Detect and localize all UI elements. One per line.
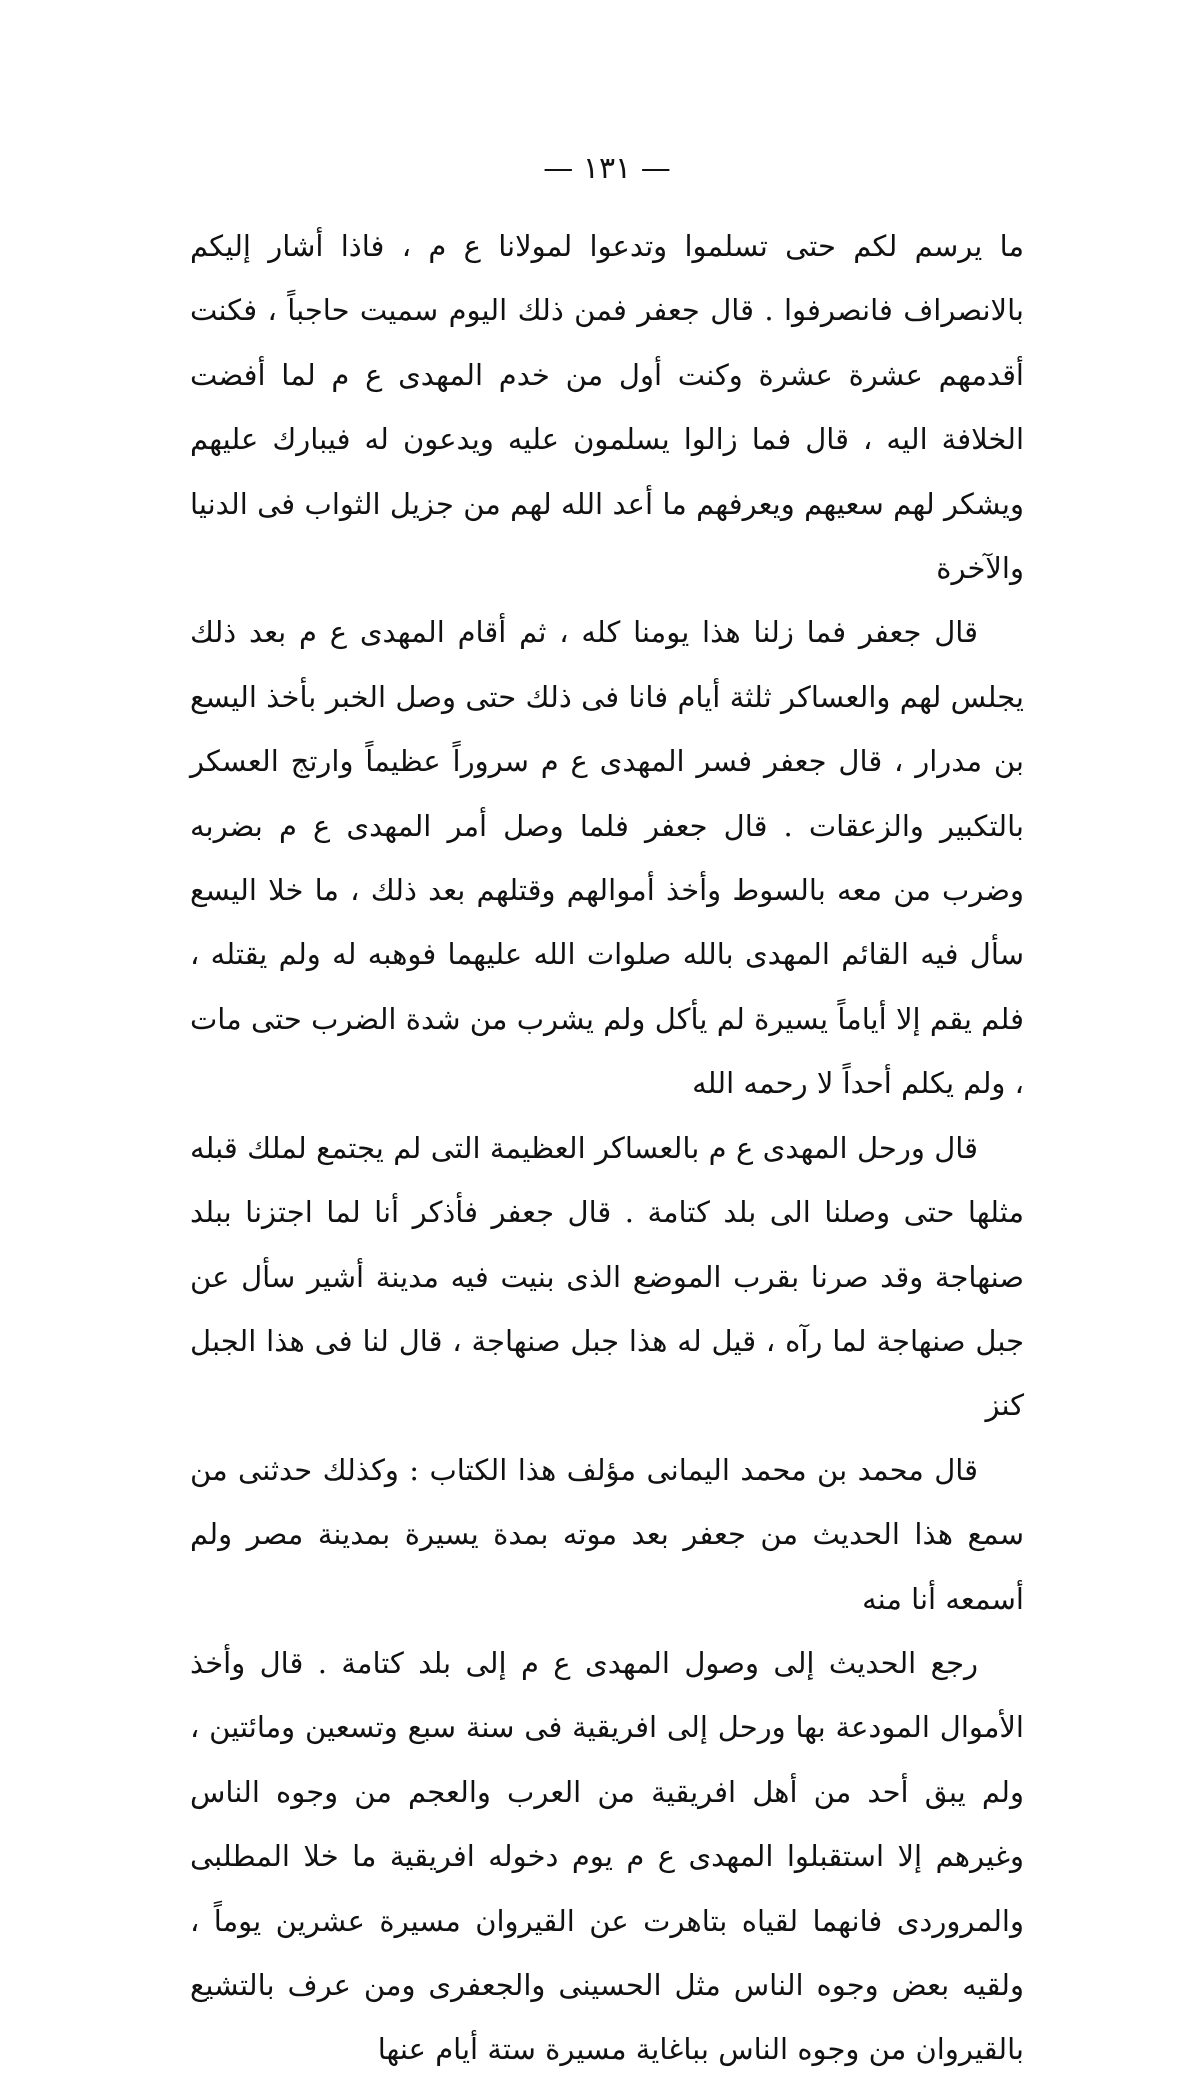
body-text: [190, 214, 1024, 2082]
paragraph: ما يرسم لكم حتى تسلموا وتدعوا لمولانا ع م ، فاذا أشار إليكم بالانصراف فانصرفوا . قال جعفر فمن ذلك اليوم سميت حاجباً ، فكنت أقدمهم عشرة عشرة وكنت أول من خدم المهدى ع م لما أفضت الخلافة اليه ، قال فما زالوا يسلمون عليه ويدعون له فيبارك عليهم ويشكر لهم سعيهم ويعرفهم ما أعد الله لهم من جزيل الثواب فى الدنيا والآخرة: [190, 229, 1024, 586]
paragraph: قال ورحل المهدى ع م بالعساكر العظيمة التى لم يجتمع لملك قبله مثلها حتى وصلنا الى بلد كتامة . قال جعفر فأذكر أنا لما اجتزنا ببلد صنهاجة وقد صرنا بقرب الموضع الذى بنيت فيه مدينة أشير سأل عن جبل صنهاجة لما رآه ، قيل له هذا جبل صنهاجة ، قال لنا فى هذا الجبل كنز: [190, 1130, 1024, 1423]
paragraph: قال جعفر فما زلنا هذا يومنا كله ، ثم أقام المهدى ع م بعد ذلك يجلس لهم والعساكر ثلثة أيام فانا فى ذلك حتى وصل الخبر بأخذ اليسع بن مدرار ، قال جعفر فسر المهدى ع م سروراً عظيماً وارتج العسكر بالتكبير والزعقات . قال جعفر فلما وصل أمر المهدى ع م بضربه وضرب من معه بالسوط وأخذ أموالهم وقتلهم بعد ذلك ، ما خلا اليسع سأل فيه القائم المهدى بالله صلوات الله عليهما فوهبه له ولم يقتله ، فلم يقم إلا أياماً يسيرة لم يأكل ولم يشرب من شدة الضرب حتى مات ، ولم يكلم أحداً لا رحمه الله: [190, 615, 1024, 1101]
paragraph: قال محمد بن محمد اليمانى مؤلف هذا الكتاب : وكذلك حدثنى من سمع هذا الحديث من جعفر بعد موته بمدة يسيرة بمدينة مصر ولم أسمعه أنا منه: [190, 1452, 1024, 1616]
paragraph: رجع الحديث إلى وصول المهدى ع م إلى بلد كتامة . قال وأخذ الأموال المودعة بها ورحل إلى افريقية فى سنة سبع وتسعين ومائتين ، ولم يبق أحد من أهل افريقية من العرب والعجم من وجوه الناس وغيرهم إلا استقبلوا المهدى ع م يوم دخوله افريقية ما خلا المطلبى والمروردى فانهما لقياه بتاهرت عن القيروان مسيرة عشرين يوماً ، ولقيه بعض وجوه الناس مثل الحسينى والجعفرى ومن عرف بالتشيع بالقيروان من وجوه الناس بباغاية مسيرة ستة أيام عنها: [190, 1645, 1024, 2067]
page-number: — ١٣١ —: [543, 151, 671, 186]
